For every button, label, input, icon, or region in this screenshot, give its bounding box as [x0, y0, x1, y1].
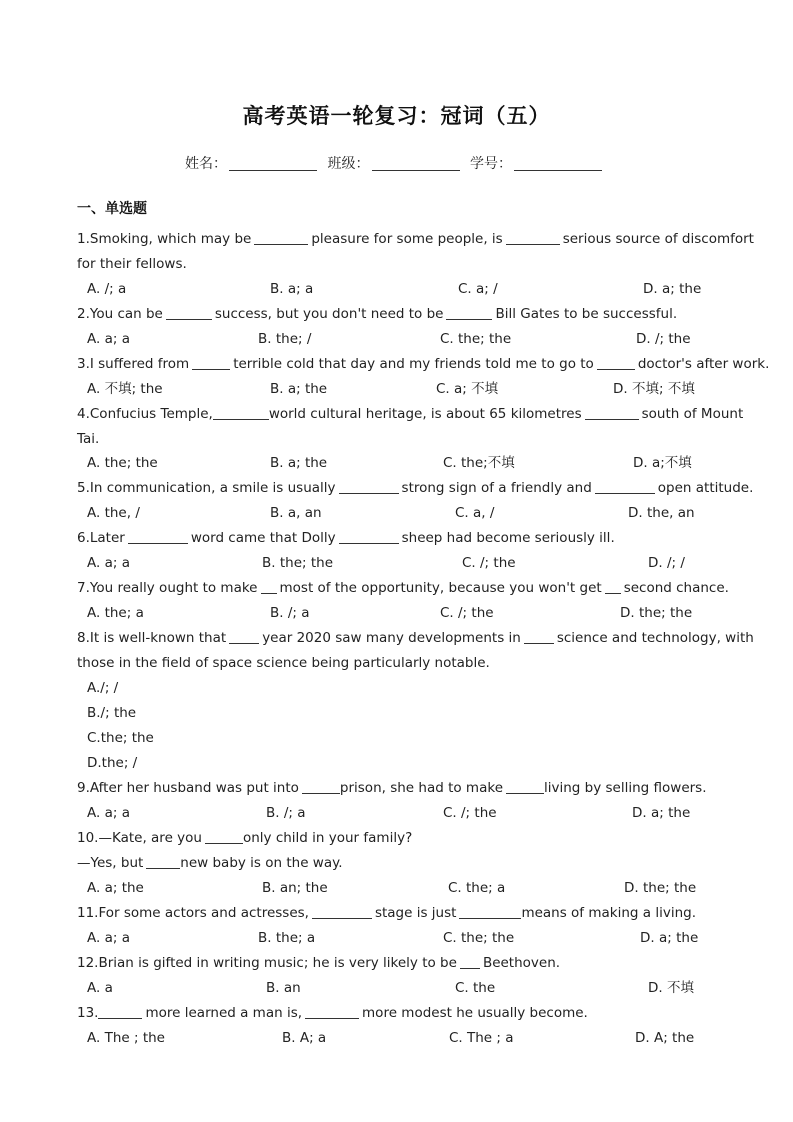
question-13 [77, 1004, 717, 1022]
question-4-cont: Tai. [77, 431, 100, 447]
option-d[interactable]: D.the; / [87, 755, 138, 771]
option-b[interactable]: B. the; / [258, 331, 312, 347]
answer-blank [213, 406, 269, 420]
option-b[interactable]: B. /; a [270, 605, 310, 621]
question-text: 1.Smoking, which may be [77, 231, 252, 247]
option-b[interactable]: B. A; a [282, 1030, 327, 1046]
answer-blank [506, 231, 560, 245]
question-text: 9.After her husband was put into [77, 780, 299, 796]
option-c[interactable]: C. the;不填 [443, 455, 515, 471]
answer-blank [595, 480, 655, 494]
id-label: 学号： [469, 156, 512, 172]
question-text: 12.Brian is gifted in writing music; he is very likely to be [77, 955, 457, 971]
option-d[interactable]: D. a; the [643, 281, 702, 297]
question-text: living by selling flowers. [544, 780, 707, 796]
answer-blank [597, 356, 635, 370]
question-text: new baby is on the way. [180, 855, 343, 871]
option-d[interactable]: D. /; the [636, 331, 691, 347]
option-a[interactable]: A. 不填; the [87, 381, 163, 397]
option-d[interactable]: D. 不填; 不填 [613, 381, 695, 397]
question-text: 8.It is well-known that [77, 630, 227, 646]
option-b[interactable]: B. an; the [262, 880, 328, 896]
question-8 [77, 629, 754, 647]
answer-blank [302, 780, 340, 794]
question-text: 5.In communication, a smile is usually [77, 480, 336, 496]
answer-blank [585, 406, 639, 420]
question-4 [77, 405, 744, 423]
answer-blank [229, 630, 259, 644]
answer-blank [166, 306, 212, 320]
option-b[interactable]: B. an [266, 980, 301, 996]
question-12 [77, 954, 717, 972]
option-b[interactable]: B. the; a [258, 930, 316, 946]
option-c[interactable]: C. /; the [462, 555, 516, 571]
answer-blank [254, 231, 308, 245]
option-d[interactable]: D. the; the [624, 880, 697, 896]
question-text: 7.You really ought to make [77, 580, 258, 596]
question-text: second chance. [623, 580, 729, 596]
option-c[interactable]: C. the; a [448, 880, 506, 896]
question-text: science and technology, with [556, 630, 754, 646]
page-title: 高考英语一轮复习：冠词（五） [242, 104, 551, 128]
student-info-line [0, 153, 793, 173]
question-text: 4.Confucius Temple, [77, 406, 213, 422]
answer-blank [524, 630, 554, 644]
question-text: 3.I suffered from [77, 356, 190, 372]
question-text: more learned a man is, [145, 1005, 303, 1021]
question-3 [77, 355, 770, 373]
option-b[interactable]: B./; the [87, 705, 137, 721]
answer-blank [446, 306, 492, 320]
question-text: word came that Dolly [190, 530, 336, 546]
option-d[interactable]: D. a; the [640, 930, 699, 946]
question-10 [77, 829, 717, 847]
answer-blank [459, 905, 521, 919]
class-label: 班级： [327, 156, 370, 172]
question-5 [77, 479, 754, 497]
question-text: strong sign of a friendly and [401, 480, 592, 496]
question-text: sheep had become seriously ill. [401, 530, 615, 546]
answer-blank [506, 780, 544, 794]
answer-blank [98, 1005, 142, 1019]
answer-blank [261, 580, 277, 594]
option-a[interactable]: A. the; the [87, 455, 158, 471]
answer-blank [192, 356, 230, 370]
option-b[interactable]: B. /; a [266, 805, 306, 821]
question-text: only child in your family? [242, 830, 413, 846]
question-text: Bill Gates to be successful. [495, 306, 678, 322]
option-b[interactable]: B. the; the [262, 555, 333, 571]
question-8-cont: those in the field of space science being particularly notable. [77, 655, 490, 671]
name-field[interactable] [229, 155, 317, 171]
option-c[interactable]: C. /; the [443, 805, 497, 821]
question-text: success, but you don't need to be [214, 306, 444, 322]
option-d[interactable]: D. the, an [628, 505, 695, 521]
option-a[interactable]: A. a; a [87, 930, 130, 946]
question-9 [77, 779, 717, 797]
answer-blank [339, 480, 399, 494]
option-d[interactable]: D. /; / [648, 555, 685, 571]
option-d[interactable]: D. A; the [635, 1030, 695, 1046]
question-text: south of Mount [641, 406, 744, 422]
id-field[interactable] [514, 155, 602, 171]
option-c[interactable]: C. the; the [443, 930, 515, 946]
option-b[interactable]: B. a, an [270, 505, 322, 521]
option-a[interactable]: A. a [87, 980, 113, 996]
option-a[interactable]: A. The ; the [87, 1030, 165, 1046]
answer-blank [146, 855, 180, 869]
question-text: more modest he usually become. [362, 1005, 588, 1021]
class-field[interactable] [372, 155, 460, 171]
option-d[interactable]: D. a;不填 [633, 455, 692, 471]
question-text: 6.Later [77, 530, 125, 546]
option-b[interactable]: B. a; a [270, 281, 314, 297]
option-a[interactable]: A. a; a [87, 555, 130, 571]
question-text: Beethoven. [482, 955, 561, 971]
question-text: 11.For some actors and actresses, [77, 905, 309, 921]
question-text: terrible cold that day and my friends told me to go to [233, 356, 594, 372]
question-6 [77, 529, 717, 547]
question-text: open attitude. [657, 480, 754, 496]
question-1 [77, 230, 754, 248]
question-text: 2.You can be [77, 306, 163, 322]
answer-blank [460, 955, 480, 969]
option-a[interactable]: A. a; a [87, 331, 130, 347]
option-c[interactable]: C. the [455, 980, 496, 996]
answer-blank [339, 530, 399, 544]
answer-blank [205, 830, 243, 844]
question-text: most of the opportunity, because you won't get [279, 580, 602, 596]
option-c[interactable]: C. a; 不填 [436, 381, 499, 397]
answer-blank [605, 580, 621, 594]
answer-blank [305, 1005, 359, 1019]
option-d[interactable]: D. the; the [620, 605, 693, 621]
name-label: 姓名： [185, 156, 228, 172]
option-a[interactable]: A. the, / [87, 505, 140, 521]
question-11 [77, 904, 717, 922]
question-text: serious source of discomfort [562, 231, 754, 247]
question-text: —Yes, but [77, 855, 144, 871]
question-7 [77, 579, 729, 597]
question-10-cont [77, 854, 717, 872]
option-c[interactable]: C.the; the [87, 730, 154, 746]
option-a[interactable]: A./; / [87, 680, 119, 696]
option-d[interactable]: D. a; the [632, 805, 691, 821]
question-text: 10.—Kate, are you [77, 830, 202, 846]
question-1-cont: for their fellows. [77, 256, 187, 272]
question-2 [77, 305, 717, 323]
answer-blank [128, 530, 188, 544]
option-c[interactable]: C. /; the [440, 605, 494, 621]
option-d[interactable]: D. 不填 [648, 980, 694, 996]
question-text: 13. [77, 1005, 99, 1021]
answer-blank [312, 905, 372, 919]
option-b[interactable]: B. a; the [270, 381, 328, 397]
option-c[interactable]: C. The ; a [449, 1030, 514, 1046]
option-a[interactable]: A. a; a [87, 805, 130, 821]
option-b[interactable]: B. a; the [270, 455, 328, 471]
section-heading: 一、单选题 [77, 201, 147, 217]
question-text: prison, she had to make [339, 780, 503, 796]
question-text: stage is just [374, 905, 457, 921]
question-text: means of making a living. [521, 905, 696, 921]
option-a[interactable]: A. /; a [87, 281, 127, 297]
option-a[interactable]: A. the; a [87, 605, 144, 621]
question-text: world cultural heritage, is about 65 kilometres [268, 406, 582, 422]
option-c[interactable]: C. a; / [458, 281, 498, 297]
option-c[interactable]: C. the; the [440, 331, 512, 347]
option-a[interactable]: A. a; the [87, 880, 144, 896]
question-text: doctor's after work. [637, 356, 770, 372]
option-c[interactable]: C. a, / [455, 505, 495, 521]
question-text: pleasure for some people, is [311, 231, 503, 247]
question-text: year 2020 saw many developments in [262, 630, 521, 646]
